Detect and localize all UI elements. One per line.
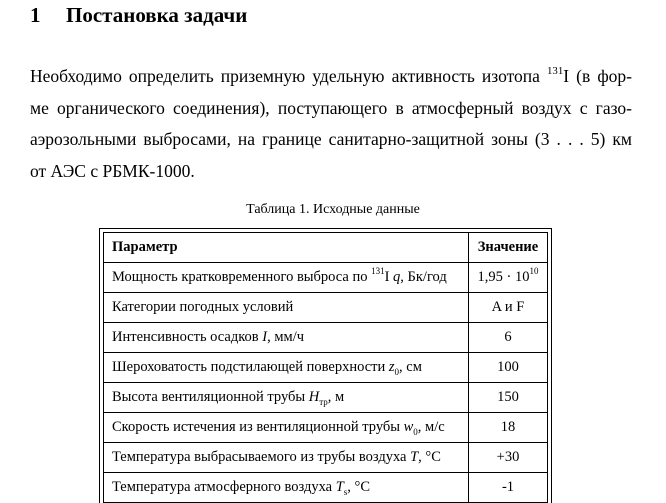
table-body: [104, 263, 548, 503]
parameter-symbol: z: [388, 359, 395, 375]
paragraph-line-2: ме органического соединения), поступающего в атмосферный воздух с газо-: [30, 97, 632, 118]
section-heading: [30, 3, 247, 28]
symbol-subscript: тр: [319, 396, 328, 407]
table-row: [104, 353, 548, 383]
table-row: [104, 323, 548, 353]
parameter-symbol: I: [262, 329, 268, 345]
value-cell: [469, 383, 548, 413]
mass-number: 131: [371, 266, 385, 277]
parameter-label: Категории погодных условий: [112, 299, 294, 315]
parameter-cell: [104, 263, 469, 293]
value-text: +30: [496, 449, 520, 465]
parameter-unit: , Бк/год: [400, 269, 447, 285]
parameter-cell: [104, 443, 469, 473]
parameter-unit: , °C: [418, 449, 441, 465]
table-header-row: [104, 233, 548, 263]
value-text: 100: [497, 359, 519, 375]
header-value: Значение: [469, 233, 548, 263]
section-title: Постановка задачи: [66, 3, 248, 27]
parameter-label: Мощность кратковременного выброса по: [112, 269, 372, 285]
parameter-cell: [104, 293, 469, 323]
table-row: [104, 473, 548, 503]
section-number: 1: [30, 3, 41, 27]
value-cell: [469, 473, 548, 503]
parameter-unit: , °C: [347, 479, 371, 495]
value-text: 150: [497, 389, 519, 405]
parameter-cell: [104, 413, 469, 443]
value-cell: [469, 263, 548, 293]
parameter-label: Шероховатость подстилающей поверхности: [112, 359, 389, 375]
symbol-subscript: 0: [413, 426, 418, 437]
parameter-cell: [104, 323, 469, 353]
table-caption: Таблица 1. Исходные данные: [246, 202, 420, 217]
paragraph-line-1-text: Необходимо определить приземную удельную активность изотопа: [30, 66, 547, 86]
parameter-label: Интенсивность осадков: [112, 329, 263, 345]
table-row: [104, 293, 548, 323]
parameter-cell: [104, 353, 469, 383]
table-row: [104, 383, 548, 413]
table-row: [104, 263, 548, 293]
value-cell: [469, 293, 548, 323]
parameter-cell: [104, 473, 469, 503]
table-row: [104, 443, 548, 473]
parameter-label: Высота вентиляционной трубы: [112, 389, 309, 405]
value-text: A и F: [491, 299, 525, 315]
paragraph-line-1-end: I (в фор-: [563, 66, 632, 86]
parameter-symbol: w: [403, 419, 414, 435]
value-text: 18: [500, 419, 516, 435]
isotope-mass-number: 131: [546, 65, 564, 78]
parameter-unit: , м: [327, 389, 345, 405]
parameter-label: Скорость истечения из вентиляционной трубы: [112, 419, 404, 435]
parameter-label: Температура атмосферного воздуха: [112, 479, 336, 495]
parameter-symbol: q: [393, 269, 401, 285]
parameter-unit: , м/с: [417, 419, 445, 435]
parameter-label: Температура выбрасываемого из трубы воздуха: [112, 449, 411, 465]
header-parameter: Параметр: [104, 233, 469, 263]
value-cell: [469, 413, 548, 443]
value-exponent: 10: [529, 266, 539, 277]
paragraph-line-1: [30, 61, 632, 93]
parameter-symbol: T: [335, 479, 344, 495]
parameter-symbol: T: [410, 449, 419, 465]
value-cell: [469, 353, 548, 383]
paragraph-line-4: от АЭС с РБМК-1000.: [30, 160, 195, 181]
table-row: [104, 413, 548, 443]
value-text: 6: [504, 329, 512, 345]
problem-paragraph: [30, 61, 632, 187]
parameter-unit: , мм/ч: [267, 329, 305, 345]
value-cell: [469, 443, 548, 473]
symbol-subscript: 0: [394, 366, 400, 377]
parameter-symbol: H: [308, 389, 320, 405]
element-symbol: I: [384, 269, 394, 285]
value-text: -1: [501, 479, 515, 495]
value-cell: [469, 323, 548, 353]
parameter-unit: , см: [399, 359, 422, 375]
paragraph-line-3: аэрозольными выбросами, на границе санитарно-защитной зоны (3 . . . 5) км: [30, 129, 632, 149]
source-data-table: [103, 232, 548, 503]
value-text: 1,95 · 10: [477, 269, 530, 285]
symbol-subscript: s: [343, 486, 348, 497]
parameter-cell: [104, 383, 469, 413]
